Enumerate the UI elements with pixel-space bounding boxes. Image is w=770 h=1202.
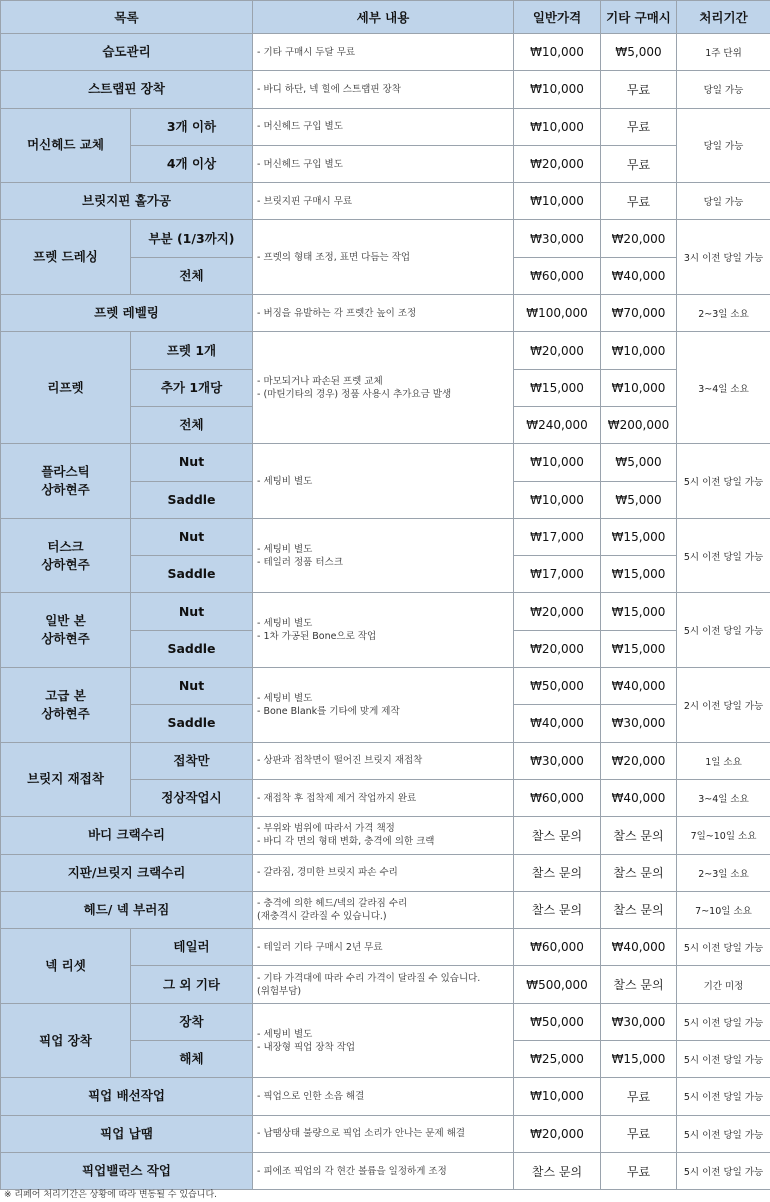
service-detail: - 프렛의 형태 조정, 표면 다듬는 작업 (253, 220, 514, 295)
service-detail: - 세팅비 별도 - Bone Blank를 기타에 맞게 제작 (253, 668, 514, 743)
table-row (1, 1078, 770, 1115)
regular-price: ₩60,000 (514, 929, 601, 966)
buyer-price: ₩40,000 (601, 929, 677, 966)
table-row (1, 891, 770, 928)
service-detail: - 머신헤드 구입 별도 (253, 145, 514, 182)
service-detail: - 부위와 범위에 따라서 가격 책정 - 바디 각 면의 형태 변화, 충격에 의한 크랙 (253, 817, 514, 854)
processing-period: 3~4일 소요 (677, 779, 770, 816)
footer-note: ※ 리페어 처리기간은 상황에 따라 변동될 수 있습니다. (4, 1190, 218, 1200)
buyer-price: ₩15,000 (601, 1041, 677, 1078)
regular-price: 찰스 문의 (514, 817, 601, 854)
service-subitem: Nut (131, 668, 253, 705)
service-subitem: 테일러 (131, 929, 253, 966)
regular-price: ₩10,000 (514, 71, 601, 108)
service-detail: - 마모되거나 파손된 프렛 교체 - (마틴기타의 경우) 정품 사용시 추가요금 발생 (253, 332, 514, 444)
buyer-price: ₩40,000 (601, 668, 677, 705)
table-row (1, 295, 770, 332)
buyer-price: 찰스 문의 (601, 854, 677, 891)
service-subitem: 그 외 기타 (131, 966, 253, 1003)
regular-price: ₩20,000 (514, 332, 601, 369)
table-row (1, 444, 770, 481)
buyer-price: ₩200,000 (601, 406, 677, 443)
table-row (1, 593, 770, 630)
processing-period: 5시 이전 당일 가능 (677, 1041, 770, 1078)
buyer-price: ₩15,000 (601, 518, 677, 555)
table-row (1, 332, 770, 369)
table-row (1, 1115, 770, 1152)
table-row (1, 108, 770, 145)
regular-price: ₩30,000 (514, 220, 601, 257)
table-row (1, 220, 770, 257)
processing-period: 당일 가능 (677, 108, 770, 183)
buyer-price: ₩5,000 (601, 481, 677, 518)
processing-period: 3시 이전 당일 가능 (677, 220, 770, 295)
buyer-price: 무료 (601, 183, 677, 220)
service-group: 넥 리셋 (1, 929, 131, 1004)
header-category: 목록 (1, 1, 253, 34)
header-buyer-price: 기타 구매시 (601, 1, 677, 34)
service-detail: - 테일러 기타 구매시 2년 무료 (253, 929, 514, 966)
service-detail: - 세팅비 별도 (253, 444, 514, 519)
regular-price: ₩10,000 (514, 1078, 601, 1115)
buyer-price: 무료 (601, 1078, 677, 1115)
buyer-price: 무료 (601, 145, 677, 182)
regular-price: ₩17,000 (514, 556, 601, 593)
service-subitem: Saddle (131, 705, 253, 742)
service-subitem: 3개 이하 (131, 108, 253, 145)
buyer-price: 무료 (601, 1152, 677, 1189)
regular-price: ₩17,000 (514, 518, 601, 555)
table-row (1, 929, 770, 966)
service-name: 스트랩핀 장착 (1, 71, 253, 108)
buyer-price: ₩15,000 (601, 556, 677, 593)
regular-price: ₩10,000 (514, 34, 601, 71)
table-row (1, 183, 770, 220)
service-detail: - 버징을 유발하는 각 프렛간 높이 조정 (253, 295, 514, 332)
regular-price: ₩10,000 (514, 108, 601, 145)
table-row (1, 518, 770, 555)
regular-price: ₩50,000 (514, 668, 601, 705)
service-subitem: Saddle (131, 556, 253, 593)
processing-period: 5시 이전 당일 가능 (677, 1152, 770, 1189)
service-detail: - 머신헤드 구입 별도 (253, 108, 514, 145)
regular-price: ₩30,000 (514, 742, 601, 779)
service-group: 머신헤드 교체 (1, 108, 131, 183)
processing-period: 2~3일 소요 (677, 854, 770, 891)
service-group: 프렛 드레싱 (1, 220, 131, 295)
processing-period: 5시 이전 당일 가능 (677, 1003, 770, 1040)
service-detail: - 세팅비 별도 - 내장형 픽업 장착 작업 (253, 1003, 514, 1078)
buyer-price: ₩40,000 (601, 257, 677, 294)
table-row (1, 1152, 770, 1189)
processing-period: 3~4일 소요 (677, 332, 770, 444)
buyer-price: 무료 (601, 1115, 677, 1152)
table-row (1, 71, 770, 108)
processing-period: 5시 이전 당일 가능 (677, 929, 770, 966)
processing-period: 5시 이전 당일 가능 (677, 1115, 770, 1152)
buyer-price: ₩30,000 (601, 705, 677, 742)
service-group: 브릿지 재접착 (1, 742, 131, 817)
buyer-price: 찰스 문의 (601, 817, 677, 854)
service-group: 플라스틱 상하현주 (1, 444, 131, 519)
processing-period: 7일~10일 소요 (677, 817, 770, 854)
service-subitem: 정상작업시 (131, 779, 253, 816)
service-group: 터스크 상하현주 (1, 518, 131, 593)
service-subitem: Nut (131, 518, 253, 555)
service-subitem: Nut (131, 593, 253, 630)
buyer-price: ₩15,000 (601, 593, 677, 630)
service-detail: - 납땜상태 불량으로 픽업 소리가 안나는 문제 해결 (253, 1115, 514, 1152)
regular-price: ₩60,000 (514, 779, 601, 816)
regular-price: ₩50,000 (514, 1003, 601, 1040)
processing-period: 5시 이전 당일 가능 (677, 593, 770, 668)
processing-period: 7~10일 소요 (677, 891, 770, 928)
buyer-price: 무료 (601, 71, 677, 108)
regular-price: ₩10,000 (514, 444, 601, 481)
regular-price: ₩20,000 (514, 1115, 601, 1152)
buyer-price: ₩30,000 (601, 1003, 677, 1040)
service-detail: - 픽업으로 인한 소음 해결 (253, 1078, 514, 1115)
table-row (1, 34, 770, 71)
buyer-price: ₩5,000 (601, 444, 677, 481)
regular-price: ₩240,000 (514, 406, 601, 443)
regular-price: ₩10,000 (514, 481, 601, 518)
processing-period: 5시 이전 당일 가능 (677, 1078, 770, 1115)
processing-period: 기간 미정 (677, 966, 770, 1003)
service-detail: - 세팅비 별도 - 테일러 정품 터스크 (253, 518, 514, 593)
header-period: 처리기간 (677, 1, 770, 34)
service-group: 픽업 장착 (1, 1003, 131, 1078)
header-price: 일반가격 (514, 1, 601, 34)
regular-price: 찰스 문의 (514, 1152, 601, 1189)
table-row (1, 1003, 770, 1040)
service-subitem: 부분 (1/3까지) (131, 220, 253, 257)
regular-price: ₩60,000 (514, 257, 601, 294)
regular-price: ₩10,000 (514, 183, 601, 220)
service-name: 브릿지핀 홀가공 (1, 183, 253, 220)
table-row (1, 817, 770, 854)
processing-period: 당일 가능 (677, 71, 770, 108)
buyer-price: ₩70,000 (601, 295, 677, 332)
table-row (1, 742, 770, 779)
service-detail: - 기타 가격대에 따라 수리 가격이 달라질 수 있습니다. (위험부담) (253, 966, 514, 1003)
regular-price: ₩500,000 (514, 966, 601, 1003)
service-name: 지판/브릿지 크랙수리 (1, 854, 253, 891)
buyer-price: ₩10,000 (601, 332, 677, 369)
service-detail: - 상판과 접착면이 떨어진 브릿지 재접착 (253, 742, 514, 779)
service-name: 픽업 납땜 (1, 1115, 253, 1152)
service-subitem: Saddle (131, 481, 253, 518)
service-group: 고급 본 상하현주 (1, 668, 131, 743)
service-detail: - 기타 구매시 두달 무료 (253, 34, 514, 71)
processing-period: 1주 단위 (677, 34, 770, 71)
service-subitem: 프렛 1개 (131, 332, 253, 369)
regular-price: 찰스 문의 (514, 891, 601, 928)
service-subitem: 장착 (131, 1003, 253, 1040)
regular-price: ₩25,000 (514, 1041, 601, 1078)
buyer-price: 무료 (601, 108, 677, 145)
table-header-row (1, 1, 770, 34)
buyer-price: 찰스 문의 (601, 966, 677, 1003)
processing-period: 2시 이전 당일 가능 (677, 668, 770, 743)
table-row (1, 668, 770, 705)
service-detail: - 피에조 픽업의 각 현간 볼륨을 일정하게 조정 (253, 1152, 514, 1189)
service-name: 픽업 배선작업 (1, 1078, 253, 1115)
service-name: 바디 크랙수리 (1, 817, 253, 854)
service-detail: - 충격에 의한 헤드/넥의 갈라짐 수리 (재충격시 갈라질 수 있습니다.) (253, 891, 514, 928)
buyer-price: ₩20,000 (601, 220, 677, 257)
regular-price: ₩40,000 (514, 705, 601, 742)
regular-price: ₩20,000 (514, 593, 601, 630)
regular-price: ₩20,000 (514, 630, 601, 667)
service-name: 헤드/ 넥 부러짐 (1, 891, 253, 928)
service-subitem: 전체 (131, 257, 253, 294)
service-subitem: 전체 (131, 406, 253, 443)
processing-period: 1일 소요 (677, 742, 770, 779)
regular-price: 찰스 문의 (514, 854, 601, 891)
service-subitem: 해체 (131, 1041, 253, 1078)
table-row (1, 854, 770, 891)
service-name: 프렛 레벨링 (1, 295, 253, 332)
processing-period: 5시 이전 당일 가능 (677, 444, 770, 519)
service-detail: - 바디 하단, 넥 힐에 스트랩핀 장착 (253, 71, 514, 108)
regular-price: ₩100,000 (514, 295, 601, 332)
buyer-price: 찰스 문의 (601, 891, 677, 928)
service-subitem: Saddle (131, 630, 253, 667)
regular-price: ₩15,000 (514, 369, 601, 406)
service-detail: - 갈라짐, 경미한 브릿지 파손 수리 (253, 854, 514, 891)
service-detail: - 재접착 후 접착제 제거 작업까지 완료 (253, 779, 514, 816)
header-detail: 세부 내용 (253, 1, 514, 34)
buyer-price: ₩15,000 (601, 630, 677, 667)
buyer-price: ₩40,000 (601, 779, 677, 816)
service-name: 픽업밸런스 작업 (1, 1152, 253, 1189)
service-subitem: 4개 이상 (131, 145, 253, 182)
service-detail: - 브릿지핀 구매시 무료 (253, 183, 514, 220)
buyer-price: ₩10,000 (601, 369, 677, 406)
processing-period: 5시 이전 당일 가능 (677, 518, 770, 593)
service-detail: - 세팅비 별도 - 1차 가공된 Bone으로 작업 (253, 593, 514, 668)
buyer-price: ₩5,000 (601, 34, 677, 71)
service-subitem: Nut (131, 444, 253, 481)
service-subitem: 추가 1개당 (131, 369, 253, 406)
service-name: 습도관리 (1, 34, 253, 71)
regular-price: ₩20,000 (514, 145, 601, 182)
service-group: 일반 본 상하현주 (1, 593, 131, 668)
service-group: 리프렛 (1, 332, 131, 444)
service-subitem: 접착만 (131, 742, 253, 779)
processing-period: 당일 가능 (677, 183, 770, 220)
buyer-price: ₩20,000 (601, 742, 677, 779)
processing-period: 2~3일 소요 (677, 295, 770, 332)
